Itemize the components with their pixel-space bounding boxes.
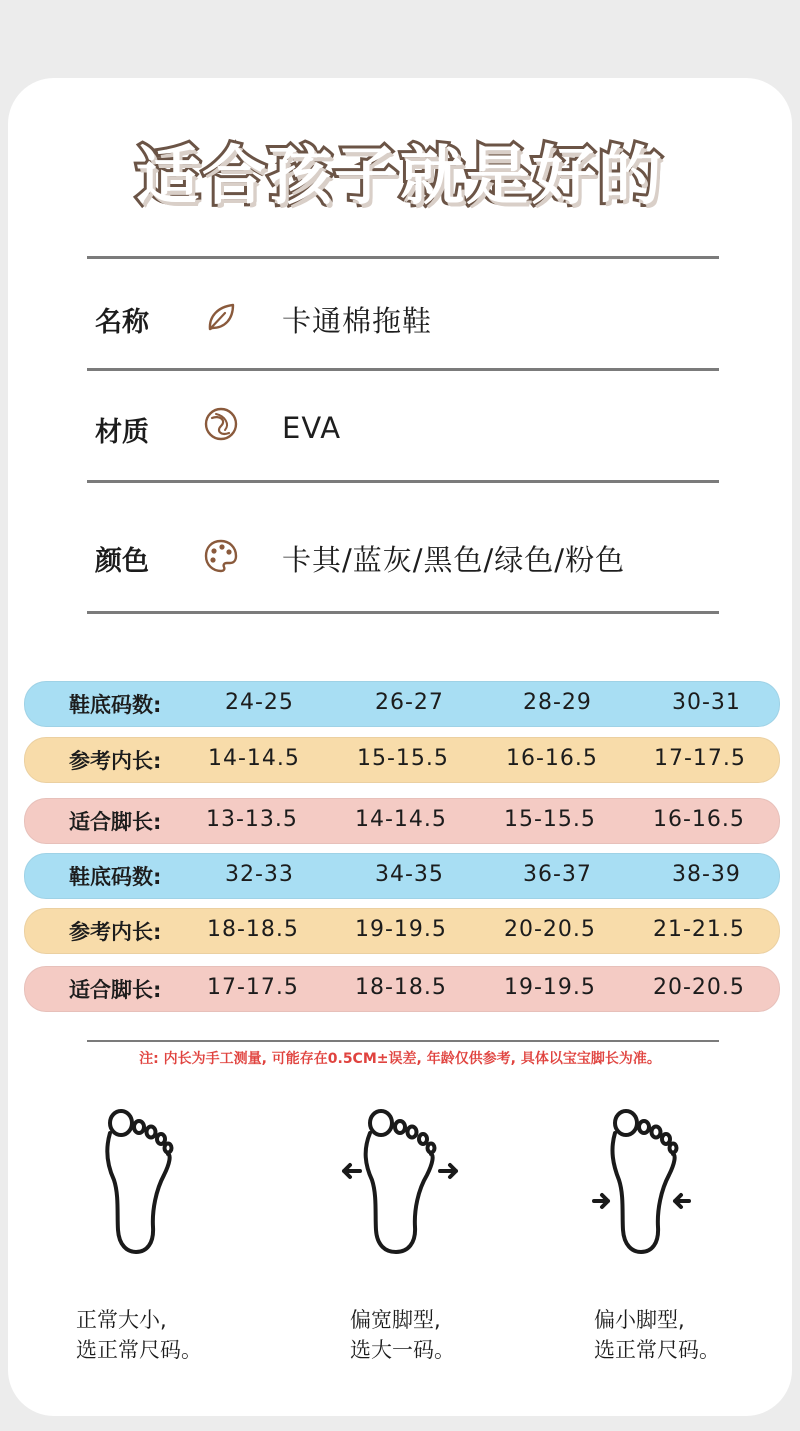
size-value: 34-35 bbox=[375, 862, 444, 887]
size-value: 36-37 bbox=[523, 862, 592, 887]
size-value: 26-27 bbox=[375, 690, 444, 715]
info-label-name: 名称 bbox=[95, 307, 149, 338]
size-value: 30-31 bbox=[672, 690, 741, 715]
info-value-color: 卡其/蓝灰/黑色/绿色/粉色 bbox=[282, 543, 626, 577]
divider bbox=[87, 480, 719, 483]
size-value: 20-20.5 bbox=[504, 917, 596, 942]
row-label: 参考内长: bbox=[69, 749, 162, 773]
wide-foot-icon bbox=[330, 1105, 470, 1265]
info-label-material: 材质 bbox=[95, 417, 149, 448]
caption-line: 选大一码。 bbox=[350, 1338, 455, 1362]
row-label: 适合脚长: bbox=[69, 978, 162, 1002]
size-value: 32-33 bbox=[225, 862, 294, 887]
info-value-material: EVA bbox=[282, 411, 342, 445]
size-row-sole bbox=[24, 681, 780, 727]
size-row-inner-length bbox=[24, 737, 780, 783]
info-label-color: 颜色 bbox=[95, 546, 149, 577]
caption-line: 选正常尺码。 bbox=[76, 1338, 202, 1362]
size-row-foot-length bbox=[24, 798, 780, 844]
divider bbox=[87, 368, 719, 371]
material-swirl-icon bbox=[203, 406, 239, 442]
foot-caption-narrow bbox=[594, 1305, 720, 1365]
normal-foot-icon bbox=[72, 1105, 212, 1265]
size-value: 19-19.5 bbox=[355, 917, 447, 942]
measurement-note: 注: 内长为手工测量, 可能存在0.5CM±误差, 年龄仅供参考, 具体以宝宝脚长为准。 bbox=[139, 1051, 661, 1067]
size-value: 20-20.5 bbox=[653, 975, 745, 1000]
size-value: 18-18.5 bbox=[207, 917, 299, 942]
foot-caption-normal bbox=[76, 1305, 202, 1365]
size-value: 15-15.5 bbox=[504, 807, 596, 832]
size-value: 19-19.5 bbox=[504, 975, 596, 1000]
size-value: 21-21.5 bbox=[653, 917, 745, 942]
leaf-icon bbox=[203, 299, 239, 335]
caption-line: 偏宽脚型, bbox=[350, 1308, 441, 1332]
divider bbox=[87, 256, 719, 259]
palette-icon bbox=[203, 538, 239, 574]
size-value: 17-17.5 bbox=[207, 975, 299, 1000]
size-value: 24-25 bbox=[225, 690, 294, 715]
size-value: 14-14.5 bbox=[208, 746, 300, 771]
size-value: 16-16.5 bbox=[506, 746, 598, 771]
caption-line: 正常大小, bbox=[76, 1308, 167, 1332]
size-value: 16-16.5 bbox=[653, 807, 745, 832]
size-row-foot-length bbox=[24, 966, 780, 1012]
foot-caption-wide bbox=[350, 1305, 455, 1365]
size-value: 38-39 bbox=[672, 862, 741, 887]
divider bbox=[87, 1040, 719, 1042]
divider bbox=[87, 611, 719, 614]
size-row-sole bbox=[24, 853, 780, 899]
caption-line: 选正常尺码。 bbox=[594, 1338, 720, 1362]
narrow-foot-icon bbox=[582, 1105, 722, 1265]
size-value: 28-29 bbox=[523, 690, 592, 715]
caption-line: 偏小脚型, bbox=[594, 1308, 685, 1332]
size-value: 15-15.5 bbox=[357, 746, 449, 771]
info-value-name: 卡通棉拖鞋 bbox=[282, 304, 433, 338]
page-title: 适合孩子就是好的 bbox=[136, 140, 664, 214]
row-label: 参考内长: bbox=[69, 920, 162, 944]
row-label: 适合脚长: bbox=[69, 810, 162, 834]
size-value: 17-17.5 bbox=[654, 746, 746, 771]
size-value: 18-18.5 bbox=[355, 975, 447, 1000]
row-label: 鞋底码数: bbox=[69, 865, 162, 889]
row-label: 鞋底码数: bbox=[69, 693, 162, 717]
size-value: 14-14.5 bbox=[355, 807, 447, 832]
size-row-inner-length bbox=[24, 908, 780, 954]
size-value: 13-13.5 bbox=[206, 807, 298, 832]
